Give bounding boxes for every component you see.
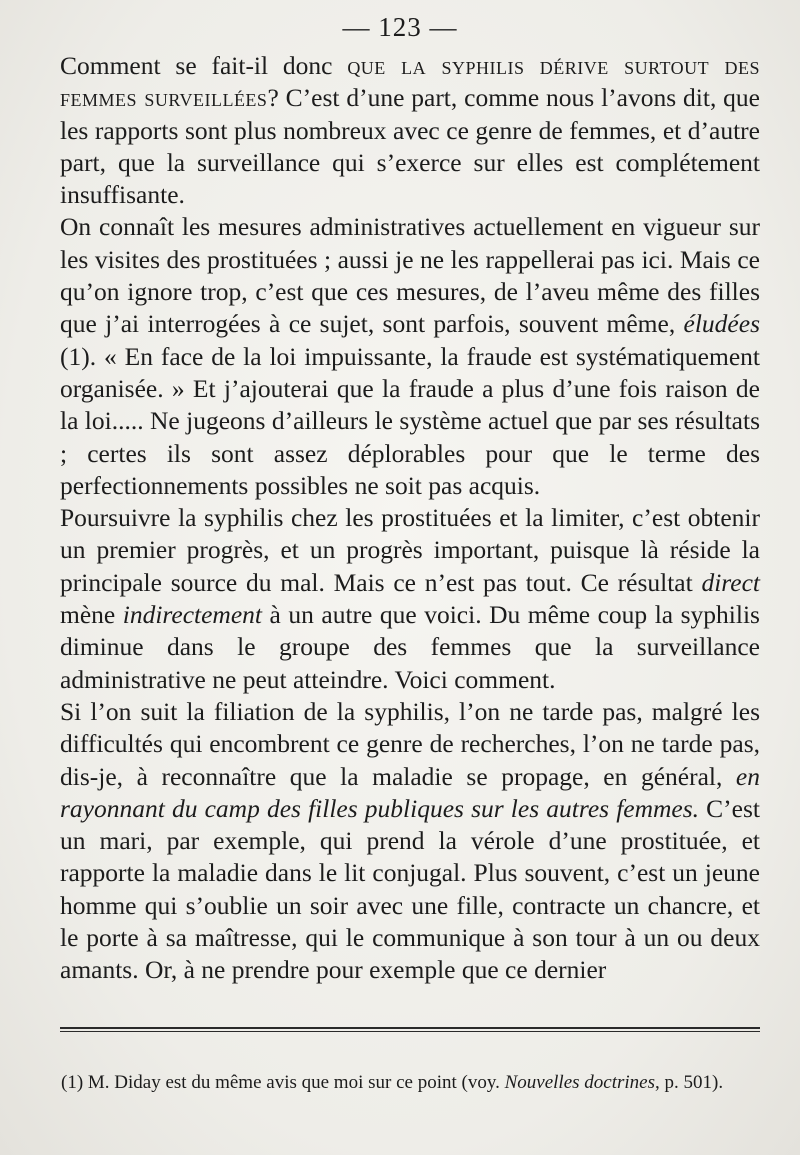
paragraph-3-span-3: mène: [60, 600, 123, 630]
footnote-rule: [60, 1027, 760, 1032]
paragraph-2-span-3: (1). « En face de la loi impuissante, la fraude est systématiquement organisée. » Et j’ajouterai que la fraude a plus d’une fois raison de la loi..... Ne jugeons d’ailleurs le système actuel que par ses résultats ; certes ils sont assez déplorables pour que le terme des perfectionnements possibles ne soit pas acquis.: [60, 341, 760, 500]
footnote: [60, 1070, 760, 1095]
page-number: — 123 —: [342, 12, 458, 42]
footnote-italic: Nouvelles doctrines: [504, 1072, 655, 1093]
body-text: [60, 50, 760, 987]
paragraph-2: [60, 211, 760, 502]
paragraph-1-span-3: ? C’est d’une part, comme nous l’avons dit, que les rapports sont plus nombreux avec ce genre de femmes, et d’autre part, que la surveillance qui s’exerce sur elles est complétement insuffisante.: [60, 83, 761, 210]
paragraph-1-smallcaps: que la syphilis dérive surtout des femmes surveillées: [60, 51, 761, 113]
paragraph-4-span-1: Si l’on suit la filiation de la syphilis, l’on ne tarde pas, malgré les difficultés qui encombrent ce genre de recherches, l’on ne tarde pas, dis-je, à reconnaître que la maladie se propage, en général,: [60, 696, 760, 791]
paragraph-2-italic: éludées: [683, 309, 760, 339]
paragraph-4-span-3: C’est un mari, par exemple, qui prend la vérole d’une prostituée, et rapporte la maladie dans le lit conjugal. Plus souvent, c’est un jeune homme qui s’oublie un soir avec une fille, contracte un chancre, et le porte à sa maîtresse, qui le communique à son tour à un ou deux amants. Or, à ne prendre pour exemple que ce dernier: [60, 793, 761, 985]
footnote-span-3: , p. 501).: [655, 1072, 724, 1093]
footnote-span-1: (1) M. Diday est du même avis que moi sur ce point (voy.: [61, 1072, 505, 1093]
paragraph-3-span-5: à un autre que voici. Du même coup la syphilis diminue dans le groupe des femmes que la surveillance administrative ne peut atteindre. Voici comment.: [60, 600, 760, 694]
paragraph-1-span-1: Comment se fait-il donc: [60, 51, 348, 80]
paragraph-4: [60, 696, 760, 987]
footnote-text: [60, 1070, 760, 1095]
paragraph-3-span-1: Poursuivre la syphilis chez les prostituées et la limiter, c’est obtenir un premier progrès, et un progrès important, puisque là réside la principale source du mal. Mais ce n’est pas tout. Ce résultat: [60, 503, 760, 597]
paragraph-4-italic: en rayonnant du camp des filles publiques sur les autres femmes.: [60, 761, 760, 823]
paragraph-2-span-1: On connaît les mesures administratives actuellement en vigueur sur les visites des prostituées ; aussi je ne les rappellerai pas ici. Mais ce qu’on ignore trop, c’est que ces mesures, de l’aveu même des filles que j’ai interrogées à ce sujet, sont parfois, souvent même,: [60, 212, 760, 339]
paragraph-1: [60, 50, 760, 211]
paragraph-3-italic-direct: direct: [701, 567, 760, 597]
paragraph-3-italic-indirectement: indirectement: [122, 600, 263, 630]
paragraph-3: [60, 502, 760, 696]
